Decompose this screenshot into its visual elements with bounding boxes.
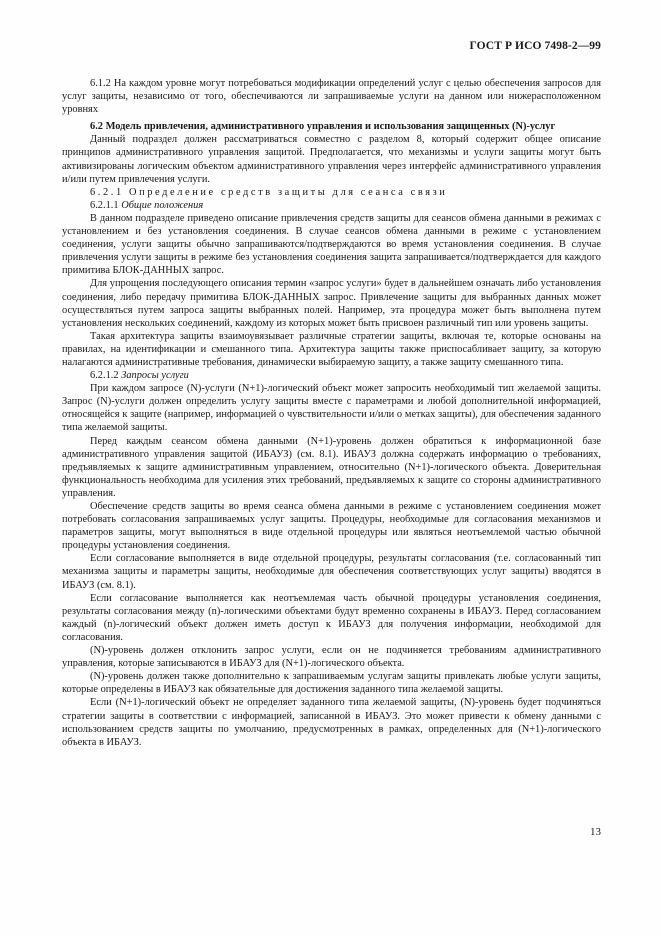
- paragraph: (N)-уровень должен также дополнительно к запрашиваемым услугам защиты привлекать любые услуги защиты, которые определены в ИБАУЗ как обязательные для достижения заданного типа желаемой защиты.: [62, 671, 601, 696]
- paragraph: Если (N+1)-логический объект не определяет заданного типа желаемой защиты, (N)-уровень будет подчиняться стратегии защиты в соответствии с информацией, записанной в ИБАУЗ. Это может привести к обмену данными с использованием средств защиты по умолчанию, предусмотренных в рамках, определенных для (N+1)-логического объекта в ИБАУЗ.: [62, 697, 601, 748]
- subsection-title-6-2-1-2: [62, 369, 601, 382]
- paragraph: (N)-уровень должен отклонить запрос услуги, если он не подчиняется требованиям административного управления, которые записываются в ИБАУЗ для (N+1)-логического объекта.: [62, 645, 601, 670]
- page-number: 13: [590, 826, 601, 838]
- document-header: ГОСТ Р ИСО 7498-2—99: [469, 40, 601, 52]
- subsection-number: 6.2.1.1: [90, 199, 119, 211]
- subsection-heading: Запросы услуги: [121, 370, 189, 382]
- paragraph: Перед каждым сеансом обмена данными (N+1)-уровень должен обратиться к информационной базе административного управления защитой (ИБАУЗ) (см. 8.1). ИБАУЗ должна содержать информацию о требованиях, предъявляемых к защите административным управлением, относительно (N+1)-логического объекта. Доверительная функциональность необходима для усиления этих требований, предъявляемых к защите со стороны административного управления.: [62, 435, 601, 499]
- paragraph: Данный подраздел должен рассматриваться совместно с разделом 8, который содержит общее описание принципов административного управления защитой. Предполагается, что механизмы и услуги защиты могут быть активизированы логическим объектом административного управления через интерфейс административного управления и/или путем привлечения услуги.: [62, 134, 601, 185]
- paragraph: Если согласование выполняется в виде отдельной процедуры, результаты согласования (т.е. согласованный тип механизма защиты и параметры защиты, необходимые для обеспечения соответствующих услуг защиты) вводятся в ИБАУЗ (см. 8.1).: [62, 553, 601, 591]
- section-title-6-2: 6.2 Модель привлечения, административного управления и использования защищенных (N)-услуг: [90, 121, 556, 133]
- paragraph-6-1-2: 6.1.2 На каждом уровне могут потребоваться модификации определений услуг с целью обеспечения запросов для услуг защиты, независимо от того, обеспечиваются ли запрашиваемые услуги на данном или нижерасположенном уровнях: [62, 78, 601, 116]
- paragraph: Если согласование выполняется как неотъемлемая часть обычной процедуры установления соединения, результаты согласования между (n)-логическими объектами будут временно сохранены в ИБАУЗ. Перед согласованием каждый (n)-логический объект должен иметь доступ к ИБАУЗ для получения информации, необходимой для согласования.: [62, 592, 601, 643]
- document-body: [62, 77, 601, 749]
- paragraph: Для упрощения последующего описания термин «запрос услуги» будет в дальнейшем означать либо установления соединения, либо передачу примитива БЛОК-ДАННЫХ запрос. Привлечение защиты для выбранных данных может осуществляться путем запроса защиты выбранных полей. Например, эта процедура может быть выполнена путем установления нескольких соединений, каждому из которых может быть присвоен различный тип или уровень защиты.: [62, 278, 601, 329]
- paragraph: Такая архитектура защиты взаимоувязывает различные стратегии защиты, включая те, которые основаны на правилах, на идентификации и смешанного типа. Архитектура защиты также приспосабливает защиту, за которую налагаются административные требования, динамически выбираемую защиту, а также защиту смешанного типа.: [62, 330, 601, 368]
- subsection-number: 6.2.1.2: [90, 370, 119, 382]
- paragraph: В данном подразделе приведено описание привлечения средств защиты для сеансов обмена данными в режимах с установлением и без установления соединения. В случае сеансов обмена данными в режиме с установлением соединения, услуги защиты обычно запрашиваются/подтверждаются во время установления соединения. В случае привлечения услуги защиты в режиме без установления соединения защита запрашивается/подтверждается для каждого примитива БЛОК-ДАННЫХ запрос.: [62, 212, 601, 277]
- subsection-title-6-2-1-1: [62, 199, 601, 212]
- subsection-title-6-2-1: 6.2.1 Определение средств защиты для сеанса связи: [90, 186, 448, 198]
- paragraph: При каждом запросе (N)-услуги (N+1)-логический объект может запросить необходимый тип желаемой защиты. Запрос (N)-услуги должен определить услугу защиты вместе с параметрами и любой дополнительной информацией, относящейся к защите (например, информацией о чувствительности и/или о метках защиты), для обеспечения заданного типа желаемой защиты.: [62, 383, 601, 434]
- paragraph: Обеспечение средств защиты во время сеанса обмена данными в режиме с установлением соединения может потребовать согласования запрашиваемых услуг защиты. Процедуры, необходимые для согласования механизмов и параметров защиты, могут выполняться в виде отдельной процедуры или являться неотъемлемой частью обычной процедуры установления соединения.: [62, 501, 601, 552]
- subsection-heading: Общие положения: [121, 199, 204, 211]
